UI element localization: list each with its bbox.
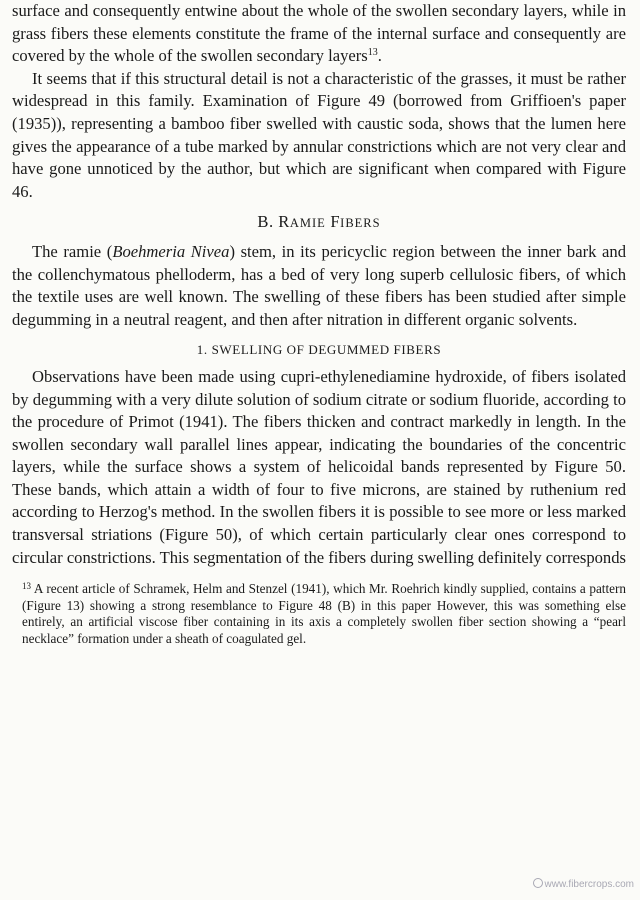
paragraph-observations: Observations have been made using cupri-ethylenediamine hydroxide, of fibers isolated by degumming with a very dilute solution of sodium citrate or sodium fluoride, according to the procedure of Primot (1941). The fibers thicken and contract markedly in length. In the swollen secondary wall parallel lines appear, indicating the boundaries of the concentric layers, while the surface shows a system of helicoidal bands represented by Figure 50. These bands, which attain a width of four to five microns, are stained by ruthenium red according to Herzog's method. In the swollen fibers it is possible to see more or less marked transversal striations (Figure 50), of which certain particularly clear ones correspond to circular constrictions. This segmentation of the fibers during swelling definitely corresponds [12,366,626,567]
fiber-logo-icon [533,878,543,888]
footnote-mark: 13 [22,581,31,592]
footnote-text: A recent article of Schramek, Helm and Stenzel (1941), which Mr. Roehrich kindly supplied, contains a pattern (Figure 13) showing a strong resemblance to Figure 48 (B) in this paper However, this was something else entirely, an artificial viscose fiber containing in its axis a completely swollen fiber section showing a “pearl necklace” formation under a sheath of coagulated gel. [22,581,626,647]
paragraph-text: surface and consequently entwine about the whole of the swollen secondary layers, while in grass fibers these elements constitute the frame of the internal surface and consequently are covered by the whole of the swollen secondary layers [12,1,626,66]
paragraph-continuation [12,0,626,68]
footnote [12,581,626,647]
watermark-text: www.fibercrops.com [544,879,634,890]
paragraph-grasses: It seems that if this structural detail is not a characteristic of the grasses, it must be rather widespread in this family. Examination of Figure 49 (borrowed from Griffioen's paper (1935)), representing a bamboo fiber swelled with caustic soda, shows that the lumen here gives the appearance of a tube marked by annular constrictions which are not very clear and have gone unnoticed by the author, but which are significant when compared with Figure 46. [12,68,626,201]
subsection-heading: 1. SWELLING OF DEGUMMED FIBERS [196,342,442,358]
paragraph-ramie: The ramie (Boehmeria Nivea) stem, in its pericyclic region between the inner bark and the collenchymatous phelloderm, has a bed of very long superb cellulosic fibers, of which the textile uses are well known. The swelling of these fibers has been studied after simple degumming in a neutral reagent, and then after nitration in different organic solvents. [12,241,626,329]
species-name: Boehmeria Nivea [112,241,230,261]
section-heading-ramie: B. RAMIE FIBERS [257,212,381,232]
footnote-reference[interactable]: 13 [367,47,378,59]
watermark [533,878,634,890]
paragraph-end: . [377,46,382,66]
